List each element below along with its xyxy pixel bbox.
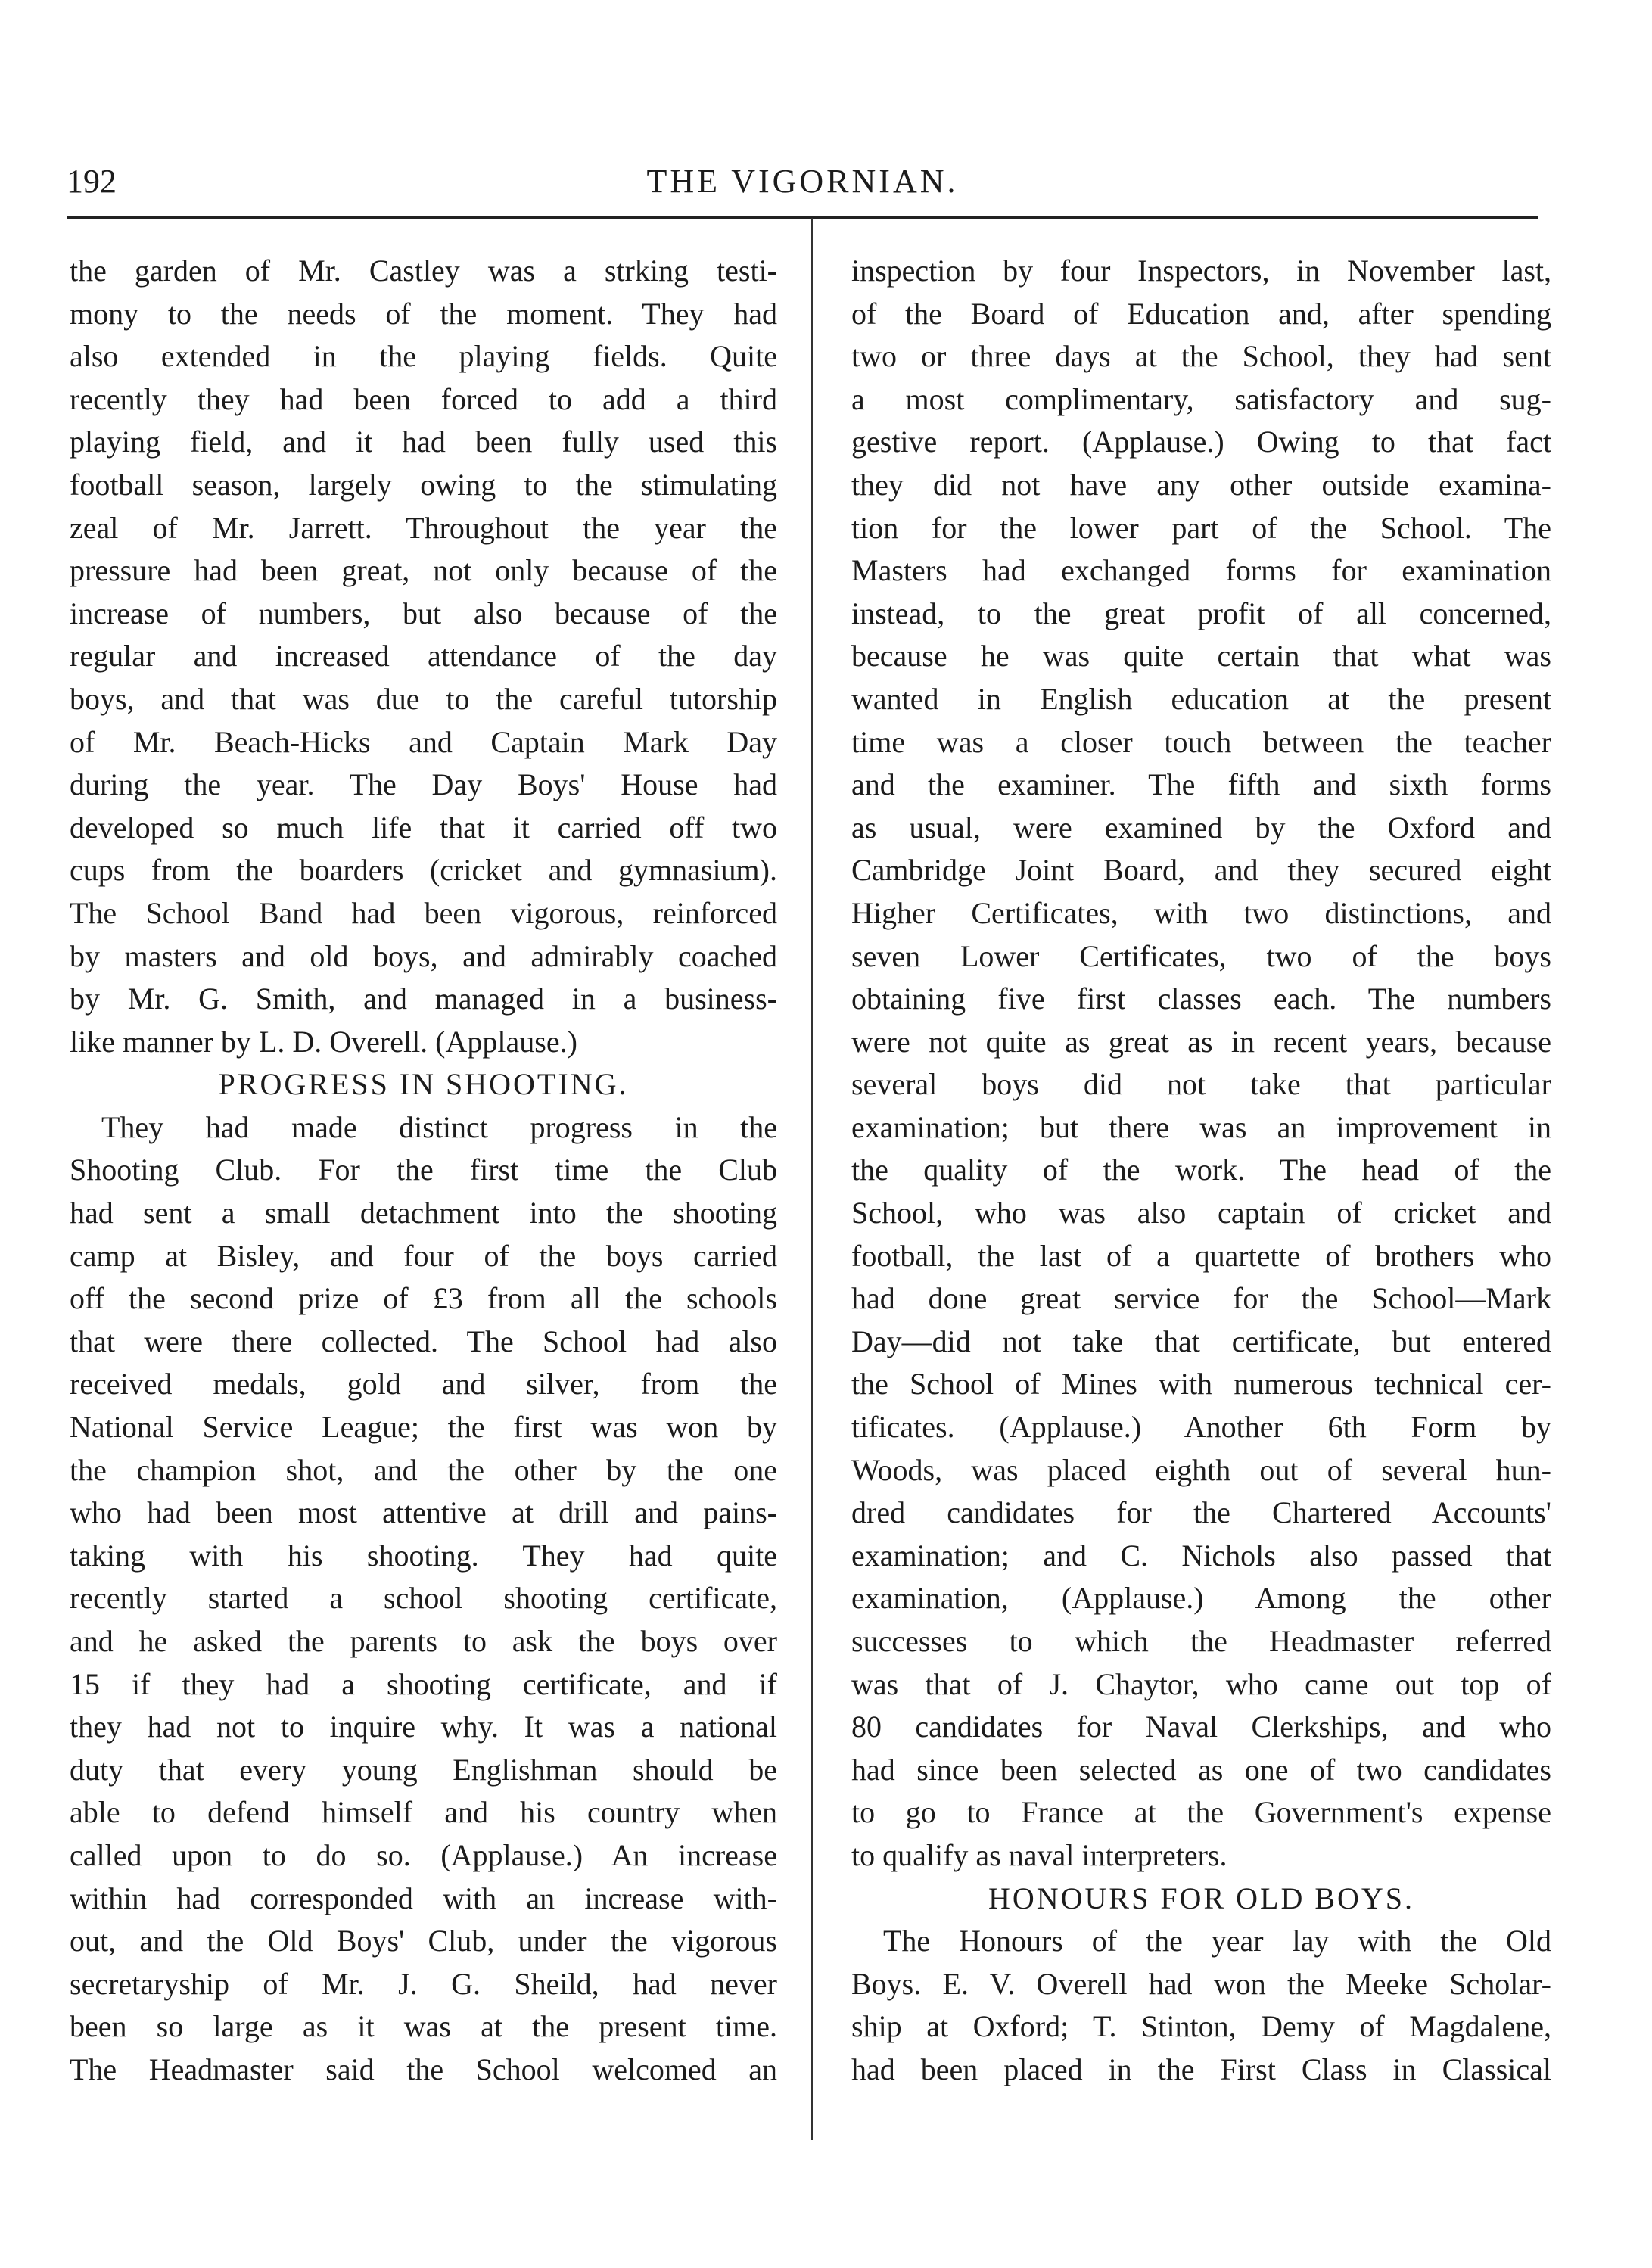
text-line: seven Lower Certificates, two of the boys <box>851 938 1551 973</box>
text-line: boys, and that was due to the careful tutorship <box>70 681 777 716</box>
text-line: two or three days at the School, they had sent <box>851 339 1551 374</box>
text-line: of Mr. Beach-Hicks and Captain Mark Day <box>70 724 777 759</box>
text-line: National Service League; the first was won by <box>70 1410 777 1445</box>
text-line: Shooting Club. For the first time the Club <box>70 1153 777 1187</box>
text-line: examination; and C. Nichols also passed that <box>851 1538 1551 1573</box>
text-line: tificates. (Applause.) Another 6th Form by <box>851 1410 1551 1445</box>
text-line: a most complimentary, satisfactory and sug- <box>851 381 1551 416</box>
text-line: Day—did not take that certificate, but entered <box>851 1324 1551 1358</box>
column-divider <box>811 218 813 2140</box>
text-line: the School of Mines with numerous technical cer- <box>851 1367 1551 1402</box>
text-line: had done great service for the School—Mark <box>851 1281 1551 1316</box>
paragraph-honours <box>851 1920 1551 2091</box>
text-line: duty that every young Englishman should be <box>70 1752 777 1787</box>
text-line: who had been most attentive at drill and pains- <box>70 1495 777 1530</box>
text-line: by Mr. G. Smith, and managed in a business- <box>70 982 777 1016</box>
text-line: been so large as it was at the present time. <box>70 2009 777 2044</box>
text-line: of the Board of Education and, after spending <box>851 296 1551 331</box>
text-line: The School Band had been vigorous, reinforced <box>70 895 777 930</box>
right-column <box>851 250 1551 2092</box>
text-line: regular and increased attendance of the day <box>70 639 777 674</box>
text-line: several boys did not take that particular <box>851 1067 1551 1102</box>
section-heading-honours-for-old-boys: HONOURS FOR OLD BOYS. <box>988 1881 1415 1915</box>
text-line: Higher Certificates, with two distinctions, and <box>851 895 1551 930</box>
paragraph-inspection <box>851 250 1551 1878</box>
page-header <box>67 159 1538 204</box>
text-line: secretaryship of Mr. J. G. Sheild, had never <box>70 1966 777 2001</box>
text-line: gestive report. (Applause.) Owing to that fact <box>851 425 1551 459</box>
text-line: ship at Oxford; T. Stinton, Demy of Magdalene, <box>851 2009 1551 2044</box>
text-line: Cambridge Joint Board, and they secured eight <box>851 853 1551 888</box>
text-line: 80 candidates for Naval Clerkships, and who <box>851 1710 1551 1744</box>
text-line: to qualify as naval interpreters. <box>851 1837 1227 1872</box>
text-line: School, who was also captain of cricket and <box>851 1196 1551 1230</box>
text-line: examination; but there was an improvement in <box>851 1109 1551 1144</box>
text-line: to go to France at the Government's expense <box>851 1795 1551 1830</box>
text-line: successes to which the Headmaster referred <box>851 1624 1551 1658</box>
text-line: during the year. The Day Boys' House had <box>70 767 777 802</box>
text-line: They had made distinct progress in the <box>101 1109 777 1144</box>
text-line: also extended in the playing fields. Quite <box>70 339 777 374</box>
page-number: 192 <box>67 163 117 200</box>
left-column <box>70 250 777 2092</box>
text-line: like manner by L. D. Overell. (Applause.) <box>70 1024 577 1059</box>
text-line: zeal of Mr. Jarrett. Throughout the year the <box>70 510 777 545</box>
text-line: had sent a small detachment into the shooting <box>70 1196 777 1230</box>
text-line: the champion shot, and the other by the one <box>70 1452 777 1487</box>
text-line: the quality of the work. The head of the <box>851 1153 1551 1187</box>
text-line: they did not have any other outside examina- <box>851 467 1551 502</box>
text-line: recently started a school shooting certificate, <box>70 1581 777 1616</box>
text-line: and he asked the parents to ask the boys over <box>70 1624 777 1658</box>
text-line: dred candidates for the Chartered Accounts' <box>851 1495 1551 1530</box>
text-line: they had not to inquire why. It was a national <box>70 1710 777 1744</box>
text-line: within had corresponded with an increase with- <box>70 1881 777 1915</box>
paragraph-garden <box>70 250 777 1063</box>
text-line: instead, to the great profit of all concerned, <box>851 596 1551 630</box>
text-line: developed so much life that it carried off two <box>70 810 777 845</box>
text-line: mony to the needs of the moment. They had <box>70 296 777 331</box>
paragraph-shooting <box>70 1106 777 2092</box>
text-line: were not quite as great as in recent years, because <box>851 1024 1551 1059</box>
text-line: had been placed in the First Class in Classical <box>851 2052 1551 2086</box>
text-line: by masters and old boys, and admirably coached <box>70 938 777 973</box>
text-line: received medals, gold and silver, from the <box>70 1367 777 1402</box>
text-line: the garden of Mr. Castley was a strking testi- <box>70 254 777 288</box>
text-line: that were there collected. The School had also <box>70 1324 777 1358</box>
text-line: The Honours of the year lay with the Old <box>883 1924 1551 1958</box>
text-line: cups from the boarders (cricket and gymnasium). <box>70 853 777 888</box>
text-line: increase of numbers, but also because of the <box>70 596 777 630</box>
text-line: playing field, and it had been fully used this <box>70 425 777 459</box>
text-line: Masters had exchanged forms for examination <box>851 553 1551 588</box>
text-line: Woods, was placed eighth out of several hun- <box>851 1452 1551 1487</box>
section-heading-progress-in-shooting: PROGRESS IN SHOOTING. <box>218 1067 629 1102</box>
text-line: was that of J. Chaytor, who came out top of <box>851 1666 1551 1701</box>
text-line: able to defend himself and his country when <box>70 1795 777 1830</box>
text-line: taking with his shooting. They had quite <box>70 1538 777 1573</box>
text-line: and the examiner. The fifth and sixth forms <box>851 767 1551 802</box>
text-line: off the second prize of £3 from all the schools <box>70 1281 777 1316</box>
text-line: football, the last of a quartette of brothers who <box>851 1238 1551 1273</box>
text-line: out, and the Old Boys' Club, under the vigorous <box>70 1924 777 1958</box>
journal-title: THE VIGORNIAN. <box>646 163 959 200</box>
text-line: tion for the lower part of the School. The <box>851 510 1551 545</box>
text-line: football season, largely owing to the stimulating <box>70 467 777 502</box>
header-rule <box>67 216 1538 219</box>
text-line: pressure had been great, not only because of the <box>70 553 777 588</box>
text-line: inspection by four Inspectors, in November last, <box>851 254 1551 288</box>
text-line: The Headmaster said the School welcomed an <box>70 2052 777 2086</box>
text-line: called upon to do so. (Applause.) An increase <box>70 1837 777 1872</box>
text-line: examination, (Applause.) Among the other <box>851 1581 1551 1616</box>
text-line: camp at Bisley, and four of the boys carried <box>70 1238 777 1273</box>
text-line: Boys. E. V. Overell had won the Meeke Scholar- <box>851 1966 1551 2001</box>
text-line: because he was quite certain that what was <box>851 639 1551 674</box>
text-line: recently they had been forced to add a third <box>70 381 777 416</box>
text-line: had since been selected as one of two candidates <box>851 1752 1551 1787</box>
text-line: time was a closer touch between the teacher <box>851 724 1551 759</box>
text-line: wanted in English education at the present <box>851 681 1551 716</box>
text-line: obtaining five first classes each. The numbers <box>851 982 1551 1016</box>
text-line: as usual, were examined by the Oxford and <box>851 810 1551 845</box>
text-line: 15 if they had a shooting certificate, and if <box>70 1666 777 1701</box>
